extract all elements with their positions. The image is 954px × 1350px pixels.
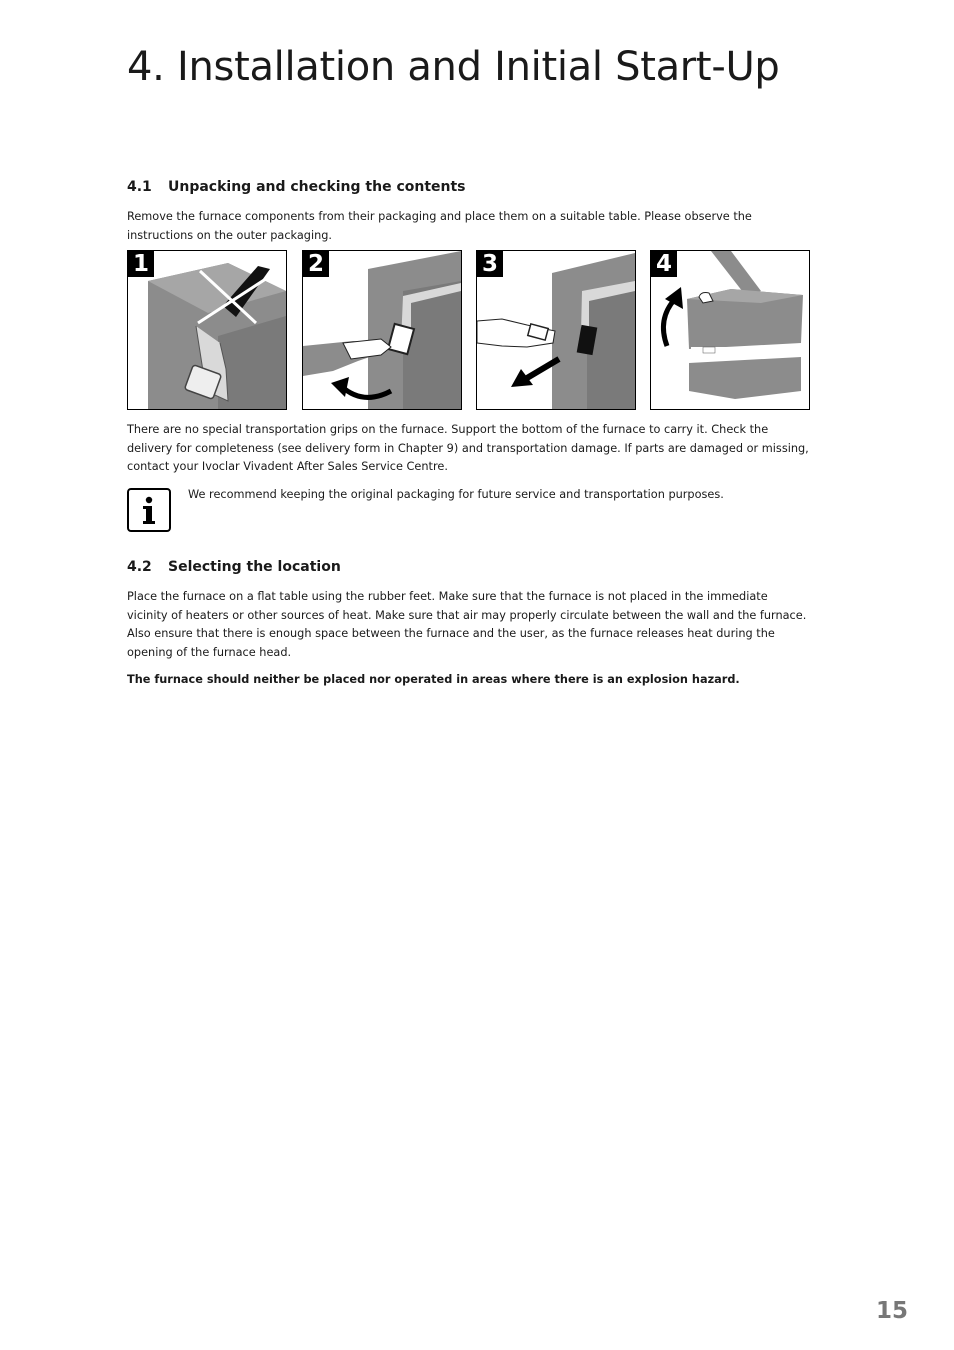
section-title: Selecting the location	[168, 559, 341, 575]
info-note: We recommend keeping the original packaging for future service and transportation purposes.	[188, 488, 724, 501]
section-number: 4.1	[127, 179, 152, 195]
explosion-warning: The furnace should neither be placed nor operated in areas where there is an explosion hazard.	[127, 673, 740, 686]
page-title: 4. Installation and Initial Start-Up	[127, 44, 780, 90]
figure-number: 3	[477, 251, 503, 277]
figure-number: 1	[128, 251, 154, 277]
figure-step-2	[302, 250, 462, 410]
page-number: 15	[875, 1298, 908, 1324]
figure-step-4	[650, 250, 810, 410]
figure-step-1	[127, 250, 287, 410]
location-body: Place the furnace on a flat table using the rubber feet. Make sure that the furnace is not placed in the immediate vicinity of heaters or other sources of heat. Make sure that air may properly circulate between the wall and the furnace. Also ensure that there is enough space between the furnace and the user, as the furnace releases heat during the opening of the furnace head.	[127, 590, 807, 659]
unpacking-intro: Remove the furnace components from their packaging and place them on a suitable table. Please observe the instructions on the outer packaging.	[127, 210, 752, 242]
unpacking-body: There are no special transportation grips on the furnace. Support the bottom of the furnace to carry it. Check the delivery for completeness (see delivery form in Chapter 9) and transportation damage. If parts are damaged or missing, contact your Ivoclar Vivadent After Sales Service Centre.	[127, 423, 809, 473]
section-number: 4.2	[127, 559, 152, 575]
section-heading-unpacking	[127, 179, 466, 195]
section-title: Unpacking and checking the contents	[168, 179, 466, 195]
info-icon	[127, 488, 171, 532]
figure-number: 2	[303, 251, 329, 277]
section-heading-location	[127, 559, 341, 575]
figure-step-3	[476, 250, 636, 410]
figure-number: 4	[651, 251, 677, 277]
